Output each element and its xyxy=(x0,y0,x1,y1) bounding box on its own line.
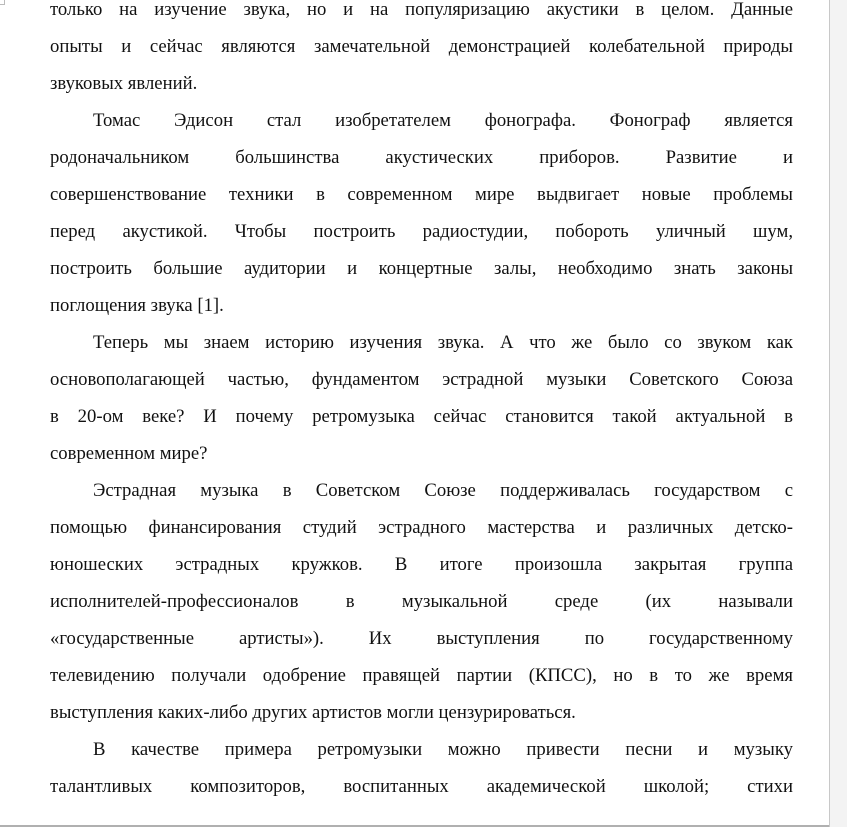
text-line: телевидению получали одобрение правящей партии (КПСС), но в то же время xyxy=(50,665,793,686)
text-line: построить большие аудитории и концертные залы, необходимо знать законы xyxy=(50,258,793,279)
text-line: только на изучение звука, но и на популяризацию акустики в целом. Данные xyxy=(50,0,793,20)
text-line: опыты и сейчас являются замечательной демонстрацией колебательной природы xyxy=(50,36,793,57)
text-line: современном мире? xyxy=(50,443,208,464)
text-line: поглощения звука [1]. xyxy=(50,295,224,316)
text-line: исполнителей-профессионалов в музыкальной среде (их называли xyxy=(50,591,793,612)
text-line: родоначальником большинства акустических приборов. Развитие и xyxy=(50,147,793,168)
text-line: звуковых явлений. xyxy=(50,73,198,94)
text-line: перед акустикой. Чтобы построить радиостудии, побороть уличный шум, xyxy=(50,221,793,242)
paragraph-first-line: В качестве примера ретромузыки можно привести песни и музыку xyxy=(93,739,793,760)
page-corner-mark xyxy=(0,0,5,5)
paragraph-first-line: Томас Эдисон стал изобретателем фонографа. Фонограф является xyxy=(93,110,793,131)
text-line: талантливых композиторов, воспитанных академической школой; стихи xyxy=(50,776,793,797)
text-line: «государственные артисты»). Их выступления по государственному xyxy=(50,628,793,649)
vertical-scrollbar[interactable] xyxy=(829,0,847,827)
text-line: помощью финансирования студий эстрадного мастерства и различных детско- xyxy=(50,517,793,538)
paragraph-first-line: Эстрадная музыка в Советском Союзе поддерживалась государством с xyxy=(93,480,793,501)
text-line: в 20-ом веке? И почему ретромузыка сейчас становится такой актуальной в xyxy=(50,406,793,427)
paragraph-first-line: Теперь мы знаем историю изучения звука. А что же было со звуком как xyxy=(93,332,793,353)
document-body[interactable] xyxy=(50,0,793,805)
text-line: выступления каких-либо других артистов могли цензурироваться. xyxy=(50,702,576,723)
text-line: юношеских эстрадных кружков. В итоге произошла закрытая группа xyxy=(50,554,793,575)
text-line: основополагающей частью, фундаментом эстрадной музыки Советского Союза xyxy=(50,369,793,390)
text-line: совершенствование техники в современном мире выдвигает новые проблемы xyxy=(50,184,793,205)
